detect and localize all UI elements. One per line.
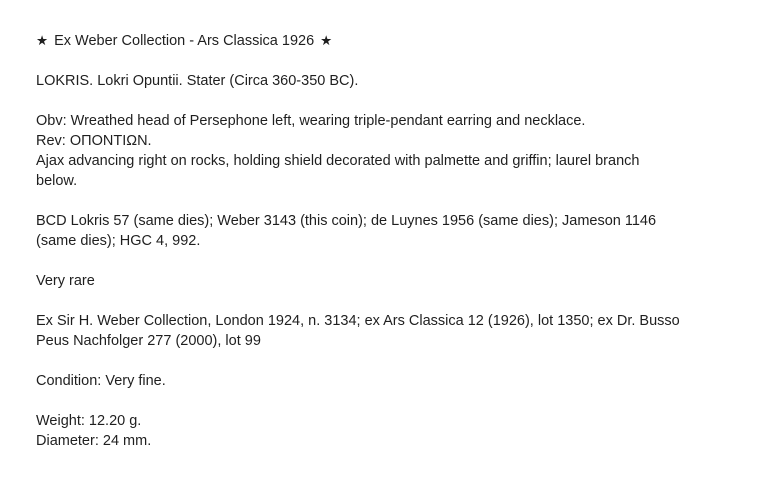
- reverse-legend-line: Rev: ΟΠΟΝΤΙΩΝ.: [36, 133, 152, 149]
- collection-header: [36, 31, 746, 51]
- references-line-2: (same dies); HGC 4, 992.: [36, 233, 201, 249]
- coin-description-document: [36, 31, 746, 471]
- weight-line: Weight: 12.20 g.: [36, 413, 142, 429]
- condition: [36, 371, 746, 391]
- rarity-line: Very rare: [36, 273, 95, 289]
- provenance-line-1: Ex Sir H. Weber Collection, London 1924, n. 3134; ex Ars Classica 12 (1926), lot 1350; ex Dr. Busso: [36, 313, 680, 329]
- coin-type-description: [36, 111, 746, 191]
- reverse-description-line: Ajax advancing right on rocks, holding shield decorated with palmette and griffin; laurel branch: [36, 153, 640, 169]
- star-icon: ★: [320, 33, 333, 48]
- specifications: [36, 411, 746, 451]
- provenance: [36, 311, 746, 351]
- references: [36, 211, 746, 251]
- condition-line: Condition: Very fine.: [36, 373, 166, 389]
- rarity: [36, 271, 746, 291]
- collection-header-line: [36, 31, 746, 51]
- references-line-1: BCD Lokris 57 (same dies); Weber 3143 (this coin); de Luynes 1956 (same dies); Jameson 1146: [36, 213, 657, 229]
- obverse-description-line: Obv: Wreathed head of Persephone left, wearing triple-pendant earring and necklace.: [36, 113, 586, 129]
- provenance-line-2: Peus Nachfolger 277 (2000), lot 99: [36, 333, 261, 349]
- diameter-line: Diameter: 24 mm.: [36, 433, 152, 449]
- reverse-description-line-2: below.: [36, 173, 78, 189]
- coin-title: [36, 71, 746, 91]
- star-icon: ★: [36, 33, 49, 48]
- coin-title-line: LOKRIS. Lokri Opuntii. Stater (Circa 360-350 BC).: [36, 73, 359, 89]
- collection-header-text: Ex Weber Collection - Ars Classica 1926: [54, 33, 315, 49]
